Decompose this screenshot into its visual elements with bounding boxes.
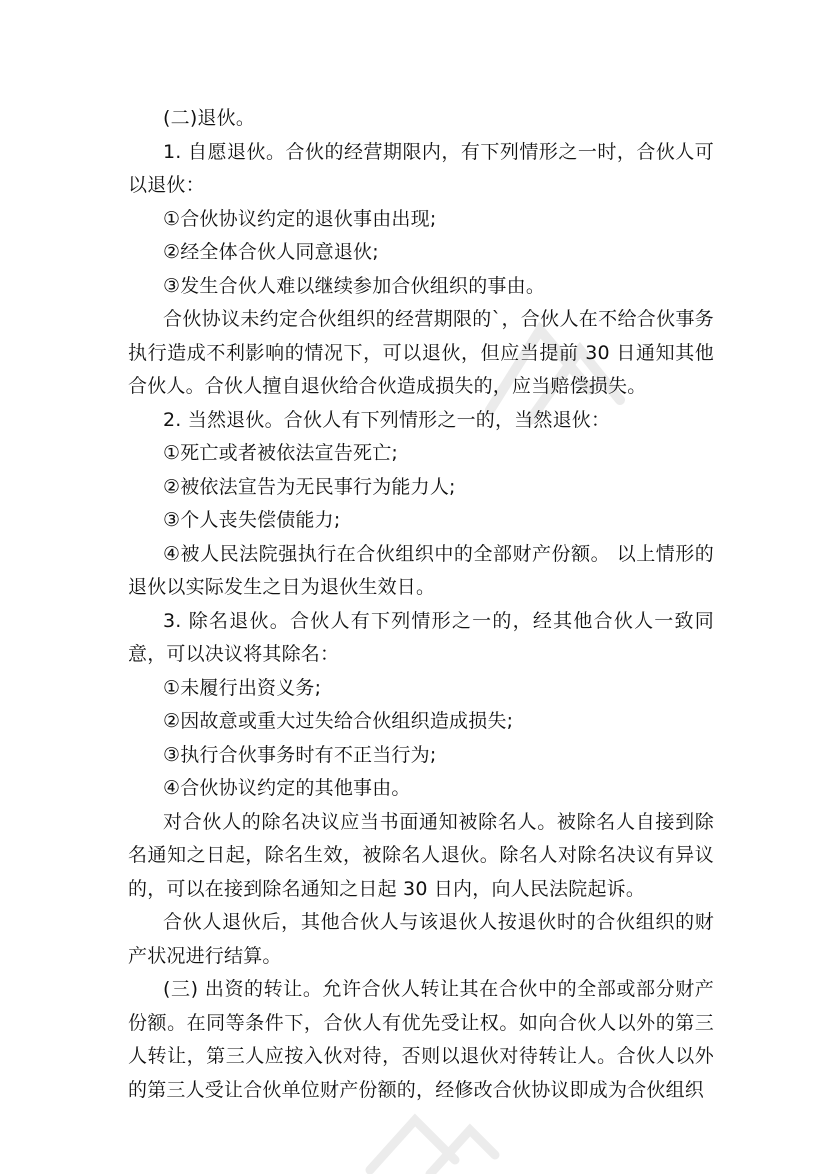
document-body — [128, 102, 714, 1107]
list-item: ②经全体合伙人同意退伙; — [163, 241, 379, 263]
list-item: ①死亡或者被依法宣告死亡; — [163, 442, 399, 464]
list-item: ②因故意或重大过失给合伙组织造成损失; — [163, 710, 514, 732]
paragraph-expulsion: 3. 除名退伙。合伙人有下列情形之一的，经其他合伙人一致同意，可以决议将其除名： — [128, 609, 714, 665]
heading-withdrawal: (二)退伙。 — [163, 107, 256, 129]
paragraph-no-term: 合伙协议未约定合伙组织的经营期限的`，合伙人在不给合伙事务执行造成不利影响的情况下，可以退伙，但应当提前 30 日通知其他合伙人。合伙人擅自退伙给合伙造成损失的，应当赔偿损失。 — [128, 308, 714, 397]
paragraph-settlement: 合伙人退伙后，其他合伙人与该退伙人按退伙时的合伙组织的财产状况进行结算。 — [128, 911, 714, 967]
paragraph-transfer: (三) 出资的转让。允许合伙人转让其在合伙中的全部或部分财产份额。在同等条件下，合伙人有优先受让权。如向合伙人以外的第三人转让，第三人应按入伙对待，否则以退伙对待转让人。合伙人以外的第三人受让合伙单位财产份额的，经修改合伙协议即成为合伙组织 — [128, 978, 714, 1101]
list-item: ④合伙协议约定的其他事由。 — [163, 777, 411, 799]
paragraph-voluntary-withdrawal: 1. 自愿退伙。合伙的经营期限内，有下列情形之一时，合伙人可以退伙： — [128, 140, 714, 196]
paragraph-automatic-withdrawal: 2. 当然退伙。合伙人有下列情形之一的，当然退伙： — [163, 408, 611, 431]
list-item: ①未履行出资义务; — [163, 676, 322, 699]
list-item: ③个人丧失偿债能力; — [163, 509, 341, 531]
list-item: ②被依法宣告为无民事行为能力人; — [163, 475, 456, 498]
paragraph-expulsion-notice: 对合伙人的除名决议应当书面通知被除名人。被除名人自接到除名通知之日起，除名生效，被除名人退伙。除名人对除名决议有异议的，可以在接到除名通知之日起 30 日内，向人民法院起诉。 — [128, 810, 714, 900]
list-item: ①合伙协议约定的退伙事由出现; — [163, 207, 437, 230]
list-item: ③执行合伙事务时有不正当行为; — [163, 743, 437, 766]
list-item: ③发生合伙人难以继续参加合伙组织的事由。 — [163, 274, 546, 297]
list-item: ④被人民法院强执行在合伙组织中的全部财产份额。 以上情形的退伙以实际发生之日为退伙生效日。 — [128, 542, 714, 598]
watermark-corner-icon — [360, 1100, 500, 1174]
